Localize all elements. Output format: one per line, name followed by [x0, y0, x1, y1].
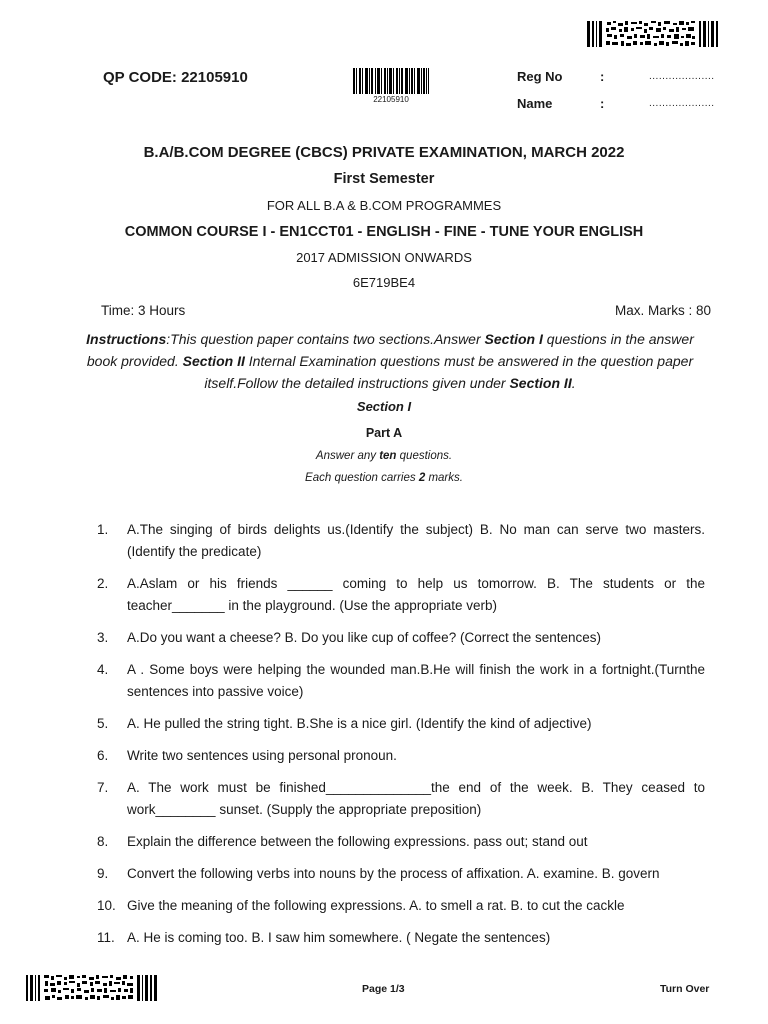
- answer-text: Answer any: [315, 450, 380, 462]
- barcode-number: 22105910: [373, 95, 409, 104]
- qp-code: QP CODE: 22105910: [103, 69, 248, 86]
- answer-instruction: [0, 450, 768, 462]
- center-barcode: [353, 68, 429, 104]
- instructions-section-ref: Section II: [182, 353, 245, 369]
- question-text: A.Aslam or his friends ______ coming to help us tomorrow. B. The students or the teacher_______ in the playground. (Use the appropriate verb): [127, 576, 705, 613]
- question-number: 10.: [97, 898, 116, 913]
- paper-code: 6E719BE4: [352, 275, 416, 290]
- name-label: Name: [517, 96, 553, 111]
- question-number: 8.: [97, 834, 109, 849]
- question-item: [97, 519, 705, 563]
- max-marks: Max. Marks : 80: [614, 303, 711, 318]
- instructions-text: .: [571, 375, 576, 391]
- part-title: Part A: [365, 426, 403, 440]
- instructions: [70, 328, 710, 394]
- question-item: [97, 777, 705, 821]
- question-number: 1.: [97, 522, 109, 537]
- question-number: 2.: [97, 576, 109, 591]
- reg-no-colon: :: [600, 69, 605, 84]
- question-number: 11.: [97, 930, 115, 945]
- answer-count: ten: [379, 450, 397, 462]
- question-text: Write two sentences using personal pronoun.: [127, 748, 397, 763]
- question-text: A.Do you want a cheese? B. Do you like cup of coffee? (Correct the sentences): [127, 630, 602, 645]
- bottom-left-barcode: [26, 975, 157, 1001]
- question-text: A. The work must be finished______________the end of the week. B. They ceased to work________ sunset. (Supply the appropriate preposition): [127, 780, 705, 817]
- question-text: Convert the following verbs into nouns by the process of affixation. A. examine. B. govern: [127, 866, 660, 881]
- name-colon: :: [600, 96, 605, 111]
- question-item: [97, 659, 705, 703]
- question-item: [97, 573, 705, 617]
- instructions-text: questions in the answer book provided.: [86, 331, 694, 369]
- question-item: [97, 831, 705, 853]
- semester-title: First Semester: [333, 171, 435, 187]
- question-text: A . Some boys were helping the wounded man.B.He will finish the work in a fortnight.(Turnthe sentences into passive voice): [127, 662, 705, 699]
- question-item: [97, 713, 705, 735]
- instructions-text: Internal Examination questions must be answered in the question paper itself.Follow the detailed instructions given under: [204, 353, 694, 391]
- question-number: 3.: [97, 630, 109, 645]
- name-blank: ....................: [649, 98, 715, 109]
- question-item: [97, 745, 705, 767]
- admission-line: 2017 ADMISSION ONWARDS: [296, 250, 472, 265]
- question-item: [97, 927, 705, 949]
- question-item: [97, 627, 705, 649]
- question-list: [97, 519, 705, 959]
- time-allowed: Time: 3 Hours: [101, 303, 186, 318]
- barcode-bars: [353, 68, 429, 94]
- instructions-section-ref: Section I: [484, 331, 543, 347]
- reg-no-blank: ....................: [649, 71, 715, 82]
- question-item: [97, 895, 705, 917]
- course-title: COMMON COURSE I - EN1CCT01 - ENGLISH - FINE - TUNE YOUR ENGLISH: [124, 224, 644, 240]
- marks-text: Each question carries: [305, 472, 419, 484]
- instructions-section-ref: Section II: [509, 375, 572, 391]
- question-text: Give the meaning of the following expressions. A. to smell a rat. B. to cut the cackle: [127, 898, 625, 913]
- page-number: Page 1/3: [362, 983, 405, 995]
- answer-text: questions.: [396, 450, 453, 462]
- marks-instruction: [0, 472, 768, 484]
- marks-count: 2: [418, 472, 426, 484]
- section-title: Section I: [356, 399, 412, 414]
- question-text: A. He pulled the string tight. B.She is a nice girl. (Identify the kind of adjective): [127, 716, 592, 731]
- degree-title: B.A/B.COM DEGREE (CBCS) PRIVATE EXAMINATION, MARCH 2022: [143, 144, 625, 161]
- top-right-barcode: [587, 21, 718, 47]
- question-item: [97, 863, 705, 885]
- instructions-label: Instructions: [86, 331, 167, 347]
- reg-no-label: Reg No: [517, 69, 563, 84]
- question-number: 9.: [97, 866, 109, 881]
- marks-text: marks.: [425, 472, 463, 484]
- question-number: 7.: [97, 780, 109, 795]
- question-text: A. He is coming too. B. I saw him somewhere. ( Negate the sentences): [127, 930, 551, 945]
- instructions-text: :This question paper contains two sections.Answer: [166, 331, 485, 347]
- question-text: Explain the difference between the following expressions. pass out; stand out: [127, 834, 588, 849]
- question-number: 5.: [97, 716, 109, 731]
- question-number: 4.: [97, 662, 109, 677]
- question-number: 6.: [97, 748, 109, 763]
- question-text: A.The singing of birds delights us.(Identify the subject) B. No man can serve two masters.(Identify the predicate): [127, 522, 705, 559]
- turn-over-label: Turn Over: [660, 983, 710, 995]
- programmes-line: FOR ALL B.A & B.COM PROGRAMMES: [266, 198, 502, 213]
